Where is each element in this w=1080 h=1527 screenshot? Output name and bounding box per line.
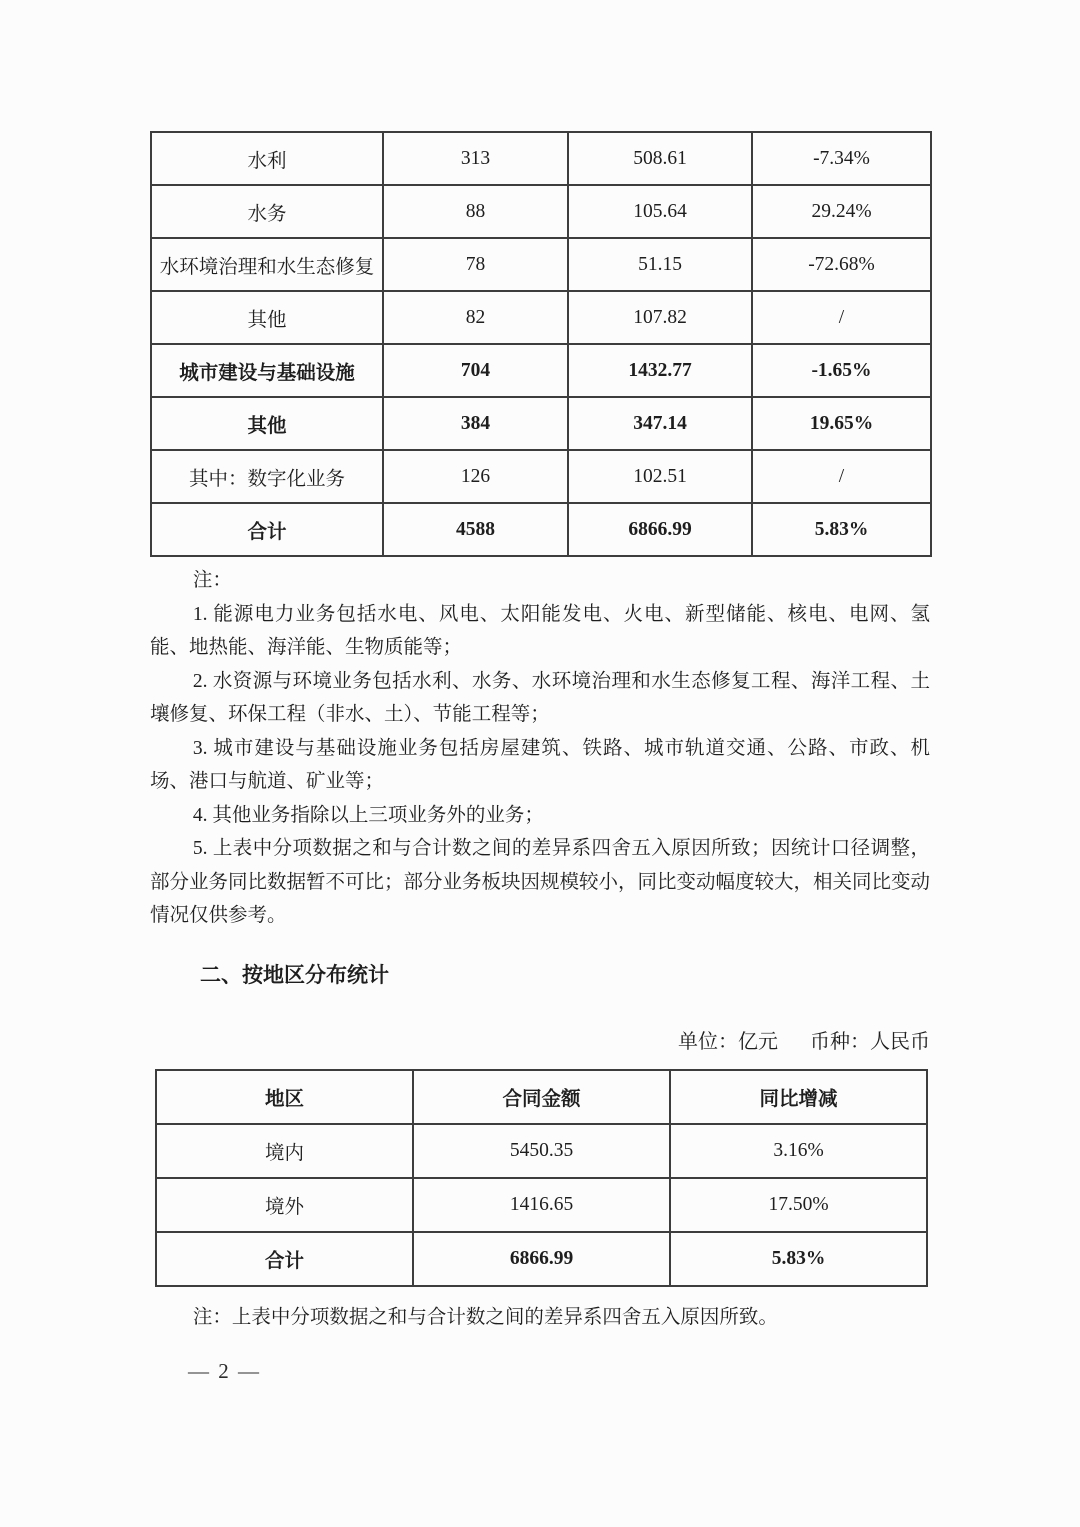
- yoy-change: 5.83%: [752, 503, 931, 556]
- notes-label: 注：: [192, 570, 232, 591]
- table-row: [151, 397, 931, 450]
- business-label: 水务: [151, 185, 383, 238]
- note-item: 3. 城市建设与基础设施业务包括房屋建筑、铁路、城市轨道交通、公路、市政、机场、港口与航道、矿业等；: [150, 737, 930, 792]
- yoy-change: -1.65%: [752, 344, 931, 397]
- contract-amount: 102.51: [568, 450, 752, 503]
- table-row: [151, 450, 931, 503]
- contract-amount: 107.82: [568, 291, 752, 344]
- table-row: [156, 1178, 927, 1232]
- currency-label: 币种：人民币: [810, 1030, 930, 1053]
- note-item: 1. 能源电力业务包括水电、风电、太阳能发电、火电、新型储能、核电、电网、氢能、地热能、海洋能、生物质能等；: [150, 603, 930, 658]
- contract-count: 78: [383, 238, 568, 291]
- page-number: — 2 —: [188, 1358, 261, 1383]
- contract-count: 384: [383, 397, 568, 450]
- contract-amount: 1416.65: [413, 1178, 670, 1232]
- business-label: 水环境治理和水生态修复: [151, 238, 383, 291]
- yoy-change: /: [752, 291, 931, 344]
- yoy-change: 17.50%: [670, 1178, 927, 1232]
- contract-count: 126: [383, 450, 568, 503]
- table-row: [151, 238, 931, 291]
- contract-amount: 6866.99: [413, 1232, 670, 1286]
- yoy-change: 29.24%: [752, 185, 931, 238]
- contract-amount: 51.15: [568, 238, 752, 291]
- header-yoy: 同比增减: [670, 1070, 927, 1124]
- business-label: 水利: [151, 132, 383, 185]
- region-table-note: 注：上表中分项数据之和与合计数之间的差异系四舍五入原因所致。: [192, 1306, 778, 1328]
- yoy-change: /: [752, 450, 931, 503]
- unit-line: [150, 1025, 930, 1054]
- region-label: 境内: [156, 1124, 413, 1178]
- business-table: [150, 131, 932, 557]
- region-label: 境外: [156, 1178, 413, 1232]
- table-row: [151, 132, 931, 185]
- contract-count: 88: [383, 185, 568, 238]
- contract-count: 704: [383, 344, 568, 397]
- region-label: 合计: [156, 1232, 413, 1286]
- yoy-change: 19.65%: [752, 397, 931, 450]
- contract-count: 82: [383, 291, 568, 344]
- yoy-change: -72.68%: [752, 238, 931, 291]
- table-row-total: [151, 503, 931, 556]
- contract-amount: 1432.77: [568, 344, 752, 397]
- contract-amount: 347.14: [568, 397, 752, 450]
- business-label: 其他: [151, 291, 383, 344]
- section-heading: 二、按地区分布统计: [200, 962, 389, 987]
- contract-count: 4588: [383, 503, 568, 556]
- header-region: 地区: [156, 1070, 413, 1124]
- contract-count: 313: [383, 132, 568, 185]
- table-row: [151, 185, 931, 238]
- table-row: [151, 344, 931, 397]
- business-label: 其中：数字化业务: [151, 450, 383, 503]
- yoy-change: -7.34%: [752, 132, 931, 185]
- note-item: 4. 其他业务指除以上三项业务外的业务；: [192, 804, 544, 826]
- header-amount: 合同金额: [413, 1070, 670, 1124]
- business-label: 其他: [151, 397, 383, 450]
- table-row: [156, 1124, 927, 1178]
- note-item: 5. 上表中分项数据之和与合计数之间的差异系四舍五入原因所致；因统计口径调整，部分业务同比数据暂不可比；部分业务板块因规模较小，同比变动幅度较大，相关同比变动情况仅供参考。: [150, 838, 931, 926]
- unit-label: 单位：亿元: [678, 1030, 778, 1053]
- yoy-change: 5.83%: [670, 1232, 927, 1286]
- notes-section: [150, 564, 930, 933]
- region-table: [155, 1069, 928, 1287]
- table-row: [151, 291, 931, 344]
- note-item: 2. 水资源与环境业务包括水利、水务、水环境治理和水生态修复工程、海洋工程、土壤修复、环保工程（非水、土）、节能工程等；: [150, 670, 930, 725]
- contract-amount: 6866.99: [568, 503, 752, 556]
- business-label: 合计: [151, 503, 383, 556]
- table-header-row: [156, 1070, 927, 1124]
- contract-amount: 105.64: [568, 185, 752, 238]
- contract-amount: 5450.35: [413, 1124, 670, 1178]
- business-label: 城市建设与基础设施: [151, 344, 383, 397]
- contract-amount: 508.61: [568, 132, 752, 185]
- yoy-change: 3.16%: [670, 1124, 927, 1178]
- table-row-total: [156, 1232, 927, 1286]
